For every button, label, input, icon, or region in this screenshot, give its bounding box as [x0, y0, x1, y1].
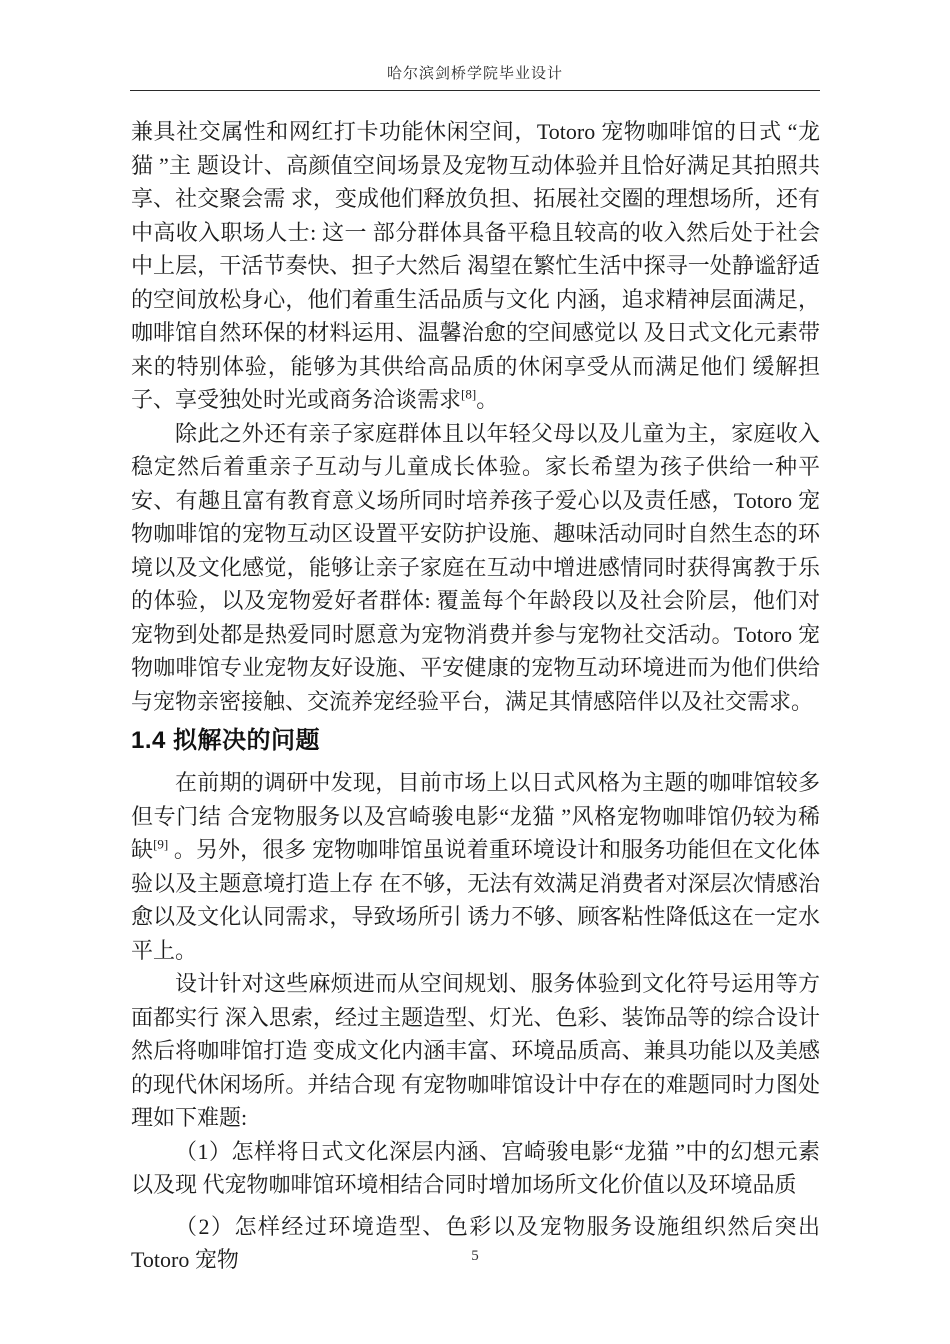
section-heading-1-4: 1.4 拟解决的问题 [131, 727, 321, 754]
list-item-1: （1）怎样将日式文化深层内涵、宫崎骏电影“龙猫 ”中的幻想元素以及现 代宠物咖啡馆环境相结合同时增加场所文化价值以及环境品质 [131, 1138, 820, 1197]
paragraph-3-text: 在前期的调研中发现，目前市场上以日式风格为主题的咖啡馆较多但专门结 合宠物服务以及宫崎骏电影“龙猫 ”风格宠物咖啡馆仍较为稀缺 [131, 770, 820, 862]
page-header [130, 62, 820, 91]
paragraph-4: 设计针对这些麻烦进而从空间规划、服务体验到文化符号运用等方面都实行 深入思索，经过主题造型、灯光、色彩、装饰品等的综合设计然后将咖啡馆打造 变成文化内涵丰富、环境品质高、兼具功能以及美感的现代休闲场所。并结合现 有宠物咖啡馆设计中存在的难题同时力图处理如下难题: [131, 971, 820, 1130]
citation-ref-8: [8] [461, 386, 477, 402]
paragraph-1-text: 兼具社交属性和网红打卡功能休闲空间，Totoro 宠物咖啡馆的日式 “龙猫 ”主 题设计、高颜值空间场景及宠物互动体验并且恰好满足其拍照共享、社交聚会需 求，变成他们释放负担、拓展社交圈的理想场所，还有中高收入职场人士: 这一 部分群体具备平稳且较高的收入然后处于社会中上层，干活节奏快、担子大然后 渴望在繁忙生活中探寻一处静谧舒适的空间放松身心，他们着重生活品质与文化 内涵，追求精神层面满足，咖啡馆自然环保的材料运用、温馨治愈的空间感觉以 及日式文化元素带来的特别体验，能够为其供给高品质的休闲享受从而满足他们 缓解担子、享受独处时光或商务洽谈需求 [131, 119, 820, 412]
document-body [131, 115, 820, 1277]
paragraph-3-tail: 。另外，很多 宠物咖啡馆虽说着重环境设计和服务功能但在文化体验以及主题意境打造上存 在不够，无法有效满足消费者对深层次情感治愈以及文化认同需求，导致场所引 诱力不够、顾客粘性降低这在一定水平上。 [131, 837, 820, 963]
paragraph-2: 除此之外还有亲子家庭群体且以年轻父母以及儿童为主，家庭收入稳定然后着重亲子互动与儿童成长体验。家长希望为孩子供给一种平安、有趣且富有教育意义场所同时培养孩子爱心以及责任感，Totoro 宠物咖啡馆的宠物互动区设置平安防护设施、趣味活动同时自然生态的环境以及文化感觉，能够让亲子家庭在互动中增进感情同时获得寓教于乐的体验，以及宠物爱好者群体: 覆盖每个年龄段以及社会阶层，他们对宠物到处都是热爱同时愿意为宠物消费并参与宠物社交活动。Totoro 宠物咖啡馆专业宠物友好设施、平安健康的宠物互动环境进而为他们供给与宠物亲密接触、交流养宠经验平台，满足其情感陪伴以及社交需求。 [131, 420, 820, 714]
list-item-2: （2）怎样经过环境造型、色彩以及宠物服务设施组织然后突出 Totoro 宠物 [131, 1213, 820, 1272]
page-footer [0, 1248, 950, 1265]
paragraph-3 [131, 766, 820, 967]
citation-ref-9: [9] [153, 836, 169, 852]
running-head-title: 哈尔滨剑桥学院毕业设计 [386, 66, 563, 82]
paragraph-1-tail: 。 [476, 387, 499, 412]
page-number: 5 [471, 1248, 479, 1264]
paragraph-1 [131, 115, 820, 417]
